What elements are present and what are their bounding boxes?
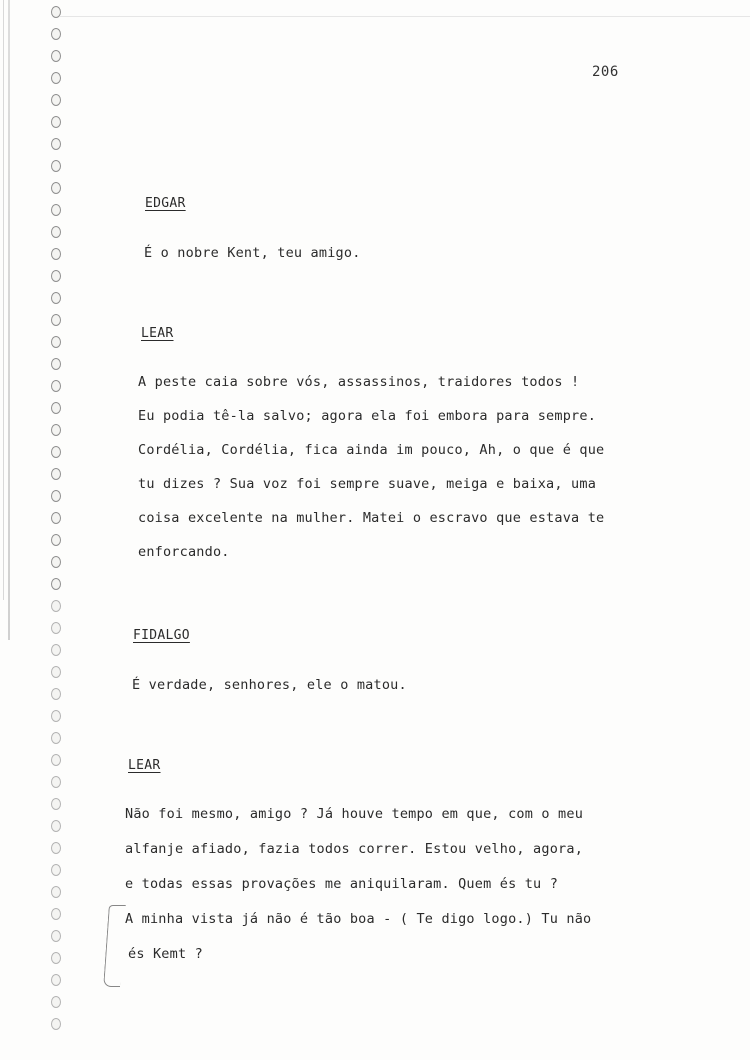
binder-hole — [51, 952, 61, 964]
binder-hole — [51, 644, 61, 656]
binder-hole — [51, 28, 61, 40]
binder-hole — [51, 402, 61, 414]
speaker-name: EDGAR — [145, 196, 186, 211]
binder-hole — [51, 248, 61, 260]
dialogue-line: Cordélia, Cordélia, fica ainda im pouco, Ah, o que é que — [138, 442, 605, 458]
binder-hole — [51, 710, 61, 722]
binder-hole — [51, 358, 61, 370]
binder-hole — [51, 512, 61, 524]
binder-hole — [51, 336, 61, 348]
binder-hole — [51, 776, 61, 788]
binder-hole — [51, 578, 61, 590]
page-number: 206 — [592, 64, 619, 80]
binder-hole — [51, 974, 61, 986]
binder-hole — [51, 886, 61, 898]
binder-hole — [51, 820, 61, 832]
binder-hole — [51, 424, 61, 436]
dialogue-line: É verdade, senhores, ele o matou. — [132, 677, 407, 693]
speaker-name: FIDALGO — [133, 628, 190, 643]
binder-hole — [51, 556, 61, 568]
binder-edge-shadow — [8, 0, 10, 640]
dialogue-line: tu dizes ? Sua voz foi sempre suave, meiga e baixa, uma — [138, 476, 597, 492]
dialogue-line: és Kemt ? — [128, 946, 203, 962]
binder-hole — [51, 160, 61, 172]
dialogue-line: É o nobre Kent, teu amigo. — [144, 245, 361, 261]
dialogue-line: e todas essas provações me aniquilaram. Quem és tu ? — [125, 876, 559, 892]
binder-holes — [46, 0, 70, 1060]
binder-hole — [51, 138, 61, 150]
binder-hole — [51, 490, 61, 502]
binder-hole — [51, 600, 61, 612]
binder-hole — [51, 732, 61, 744]
binder-hole — [51, 930, 61, 942]
binder-hole — [51, 908, 61, 920]
binder-hole — [51, 116, 61, 128]
binder-hole — [51, 1018, 61, 1030]
dialogue-line: enforcando. — [138, 544, 230, 560]
binder-hole — [51, 798, 61, 810]
binder-hole — [51, 380, 61, 392]
binder-edge-line — [3, 0, 4, 600]
top-rule — [60, 16, 750, 17]
binder-hole — [51, 94, 61, 106]
dialogue-line: coisa excelente na mulher. Matei o escravo que estava te — [138, 510, 605, 526]
dialogue-line: Não foi mesmo, amigo ? Já houve tempo em que, com o meu — [125, 806, 584, 822]
dialogue-line: A minha vista já não é tão boa - ( Te digo logo.) Tu não — [125, 911, 592, 927]
binder-hole — [51, 204, 61, 216]
binder-hole — [51, 666, 61, 678]
binder-hole — [51, 622, 61, 634]
binder-hole — [51, 468, 61, 480]
binder-hole — [51, 270, 61, 282]
binder-hole — [51, 534, 61, 546]
binder-hole — [51, 182, 61, 194]
speaker-name: LEAR — [128, 758, 161, 773]
binder-hole — [51, 314, 61, 326]
speaker-name: LEAR — [141, 326, 174, 341]
dialogue-line: A peste caia sobre vós, assassinos, traidores todos ! — [138, 374, 580, 390]
binder-hole — [51, 6, 61, 18]
dialogue-line: Eu podia tê-la salvo; agora ela foi embora para sempre. — [138, 408, 597, 424]
binder-hole — [51, 292, 61, 304]
binder-hole — [51, 864, 61, 876]
handwritten-bracket-mark — [103, 905, 126, 987]
binder-hole — [51, 446, 61, 458]
binder-hole — [51, 226, 61, 238]
binder-hole — [51, 754, 61, 766]
dialogue-line: alfanje afiado, fazia todos correr. Estou velho, agora, — [125, 841, 584, 857]
binder-hole — [51, 72, 61, 84]
binder-hole — [51, 688, 61, 700]
binder-hole — [51, 50, 61, 62]
binder-hole — [51, 996, 61, 1008]
binder-hole — [51, 842, 61, 854]
